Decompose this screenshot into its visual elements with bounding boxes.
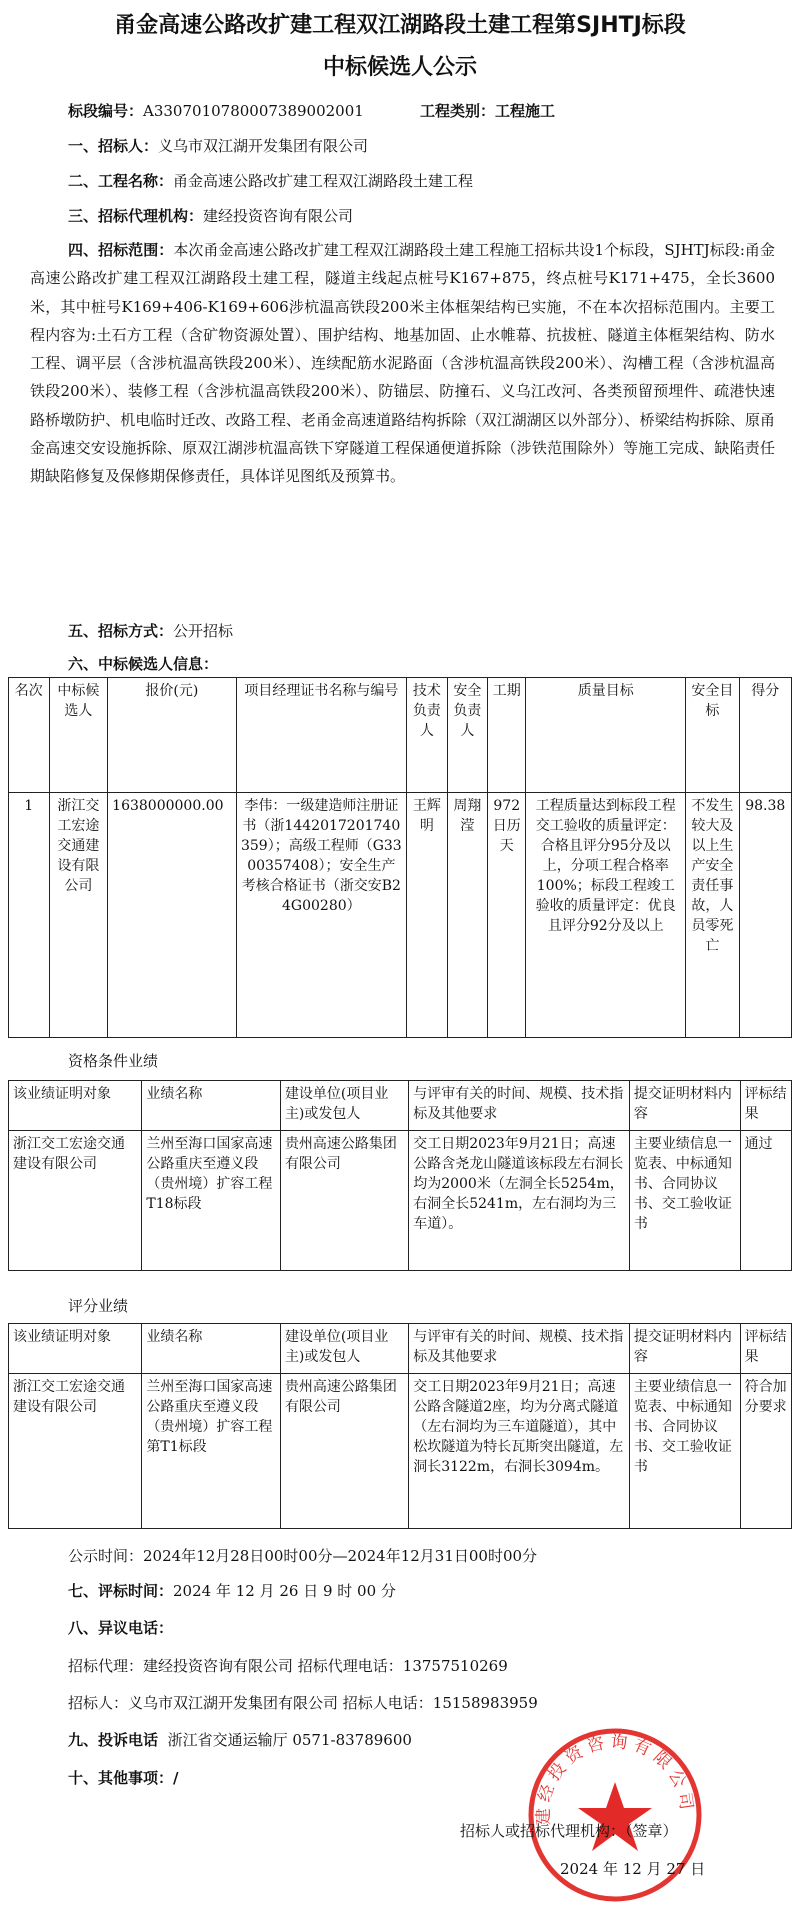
qual-docs: 主要业绩信息一览表、中标通知书、合同协议书、交工验收证书 (629, 1131, 740, 1271)
score-object: 浙江交工宏途交通建设有限公司 (9, 1374, 142, 1529)
candidate-pm: 李伟：一级建造师注册证书（浙1442017201740359）；高级工程师（G3300357408）；安全生产考核合格证书（浙交安B24G00280） (236, 793, 407, 1038)
section-1-label: 一、招标人： (68, 137, 159, 155)
table-header: 业绩名称 (142, 1081, 281, 1131)
section-3-value: 建经投资咨询有限公司 (203, 207, 354, 225)
qualification-table (8, 1080, 792, 1271)
candidate-header-row (9, 678, 792, 793)
section-4-value: 本次甬金高速公路改扩建工程双江湖路段土建工程施工招标共设1个标段，SJHTJ标段:甬金高速公路改扩建工程双江湖路段土建工程，隧道主线起点桩号K167+875，终点桩号K171+475，全长3600米，其中桩号K169+406-K169+606涉杭温高铁段200米主体框架结构已实施，不在本次招标范围内。主要工程内容为:土石方工程（含矿物资源处置）、围护结构、地基加固、止水帷幕、抗拔桩、隧道主体框架结构、防水工程、调平层（含涉杭温高铁段200米）、连续配筋水泥路面（含涉杭温高铁段200米）、沟槽工程（含涉杭温高铁段200米）、装修工程（含涉杭温高铁段200米）、防锚层、防撞石、义乌江改河、各类预留预埋件、疏港快速路桥墩防护、机电临时迁改、改路工程、老甬金高速道路结构拆除（双江湖湖区以外部分）、桥梁结构拆除、原甬金高速交安设施拆除、原双江湖涉杭温高铁下穿隧道工程保通便道拆除（涉铁范围除外）等施工完成、缺陷责任期缺陷修复及保修期保修责任，具体详见图纸及预算书。 (30, 241, 775, 486)
qualification-title: 资格条件业绩 (68, 1052, 159, 1070)
table-header: 与评审有关的时间、规模、技术指标及其他要求 (409, 1081, 630, 1131)
score-result: 符合加分要求 (740, 1374, 791, 1529)
page-subtitle: 中标候选人公示 (322, 55, 477, 80)
section-8-label: 八、异议电话： (68, 1619, 174, 1637)
table-header: 技术负责人 (407, 678, 448, 793)
table-header: 评标结果 (740, 1324, 791, 1374)
candidate-table (8, 677, 792, 1038)
bid-number-label: 标段编号： (68, 102, 144, 120)
seal-text: 建经投资咨询有限公司 (533, 1731, 697, 1826)
section-9-value: 浙江省交通运输厅 0571-83789600 (167, 1731, 412, 1749)
section-9 (68, 1729, 412, 1750)
score-requirement: 交工日期2023年9月21日；高速公路含隧道2座，均为分离式隧道（左右洞均为三车道隧道），其中松坎隧道为特长瓦斯突出隧道，左洞长3122m，右洞长3094m。 (409, 1374, 630, 1529)
table-header: 名次 (9, 678, 50, 793)
bid-number-row (68, 100, 364, 121)
section-1 (68, 135, 368, 156)
table-header: 建设单位(项目业主)或发包人 (280, 1324, 408, 1374)
table-header: 业绩名称 (142, 1324, 281, 1374)
category-label: 工程类别： (420, 102, 496, 120)
section-7-label: 七、评标时间： (68, 1582, 174, 1600)
candidate-safety-lead: 周翔滢 (447, 793, 488, 1038)
candidate-period: 972日历天 (488, 793, 526, 1038)
section-10-label: 十、其他事项：/ (68, 1769, 179, 1787)
bid-number-value: A3307010780007389002001 (143, 102, 364, 120)
table-header: 得分 (739, 678, 791, 793)
table-header: 该业绩证明对象 (9, 1081, 142, 1131)
qual-owner: 贵州高速公路集团有限公司 (280, 1131, 408, 1271)
candidate-score: 98.38 (739, 793, 791, 1038)
company-seal-icon (520, 1720, 710, 1910)
table-row (9, 1131, 792, 1271)
table-header: 安全负责人 (447, 678, 488, 793)
section-3-label: 三、招标代理机构： (68, 207, 204, 225)
table-header: 中标候选人 (49, 678, 108, 793)
section-4-label: 四、招标范围： (68, 241, 174, 259)
score-header-row (9, 1324, 792, 1374)
table-header: 工期 (488, 678, 526, 793)
section-5-value: 公开招标 (173, 622, 234, 640)
agent-contact: 招标代理：建经投资咨询有限公司 招标代理电话：13757510269 (68, 1657, 508, 1675)
section-2-label: 二、工程名称： (68, 172, 174, 190)
candidate-price: 1638000000.00 (108, 793, 236, 1038)
section-5-label: 五、招标方式： (68, 622, 174, 640)
section-2 (68, 170, 473, 191)
table-header: 安全目标 (686, 678, 739, 793)
table-header: 提交证明材料内容 (629, 1324, 740, 1374)
tenderee-contact: 招标人：义乌市双江湖开发集团有限公司 招标人电话：15158983959 (68, 1694, 538, 1712)
category-value: 工程施工 (495, 102, 556, 120)
section-1-value: 义乌市双江湖开发集团有限公司 (158, 137, 369, 155)
candidate-safety-goal: 不发生较大及以上生产安全责任事故，人员零死亡 (686, 793, 739, 1038)
sign-line: 招标人或招标代理机构：（签章） (460, 1822, 678, 1840)
section-10 (68, 1767, 178, 1788)
table-header: 报价(元) (108, 678, 236, 793)
table-header: 该业绩证明对象 (9, 1324, 142, 1374)
score-name: 兰州至海口国家高速公路重庆至遵义段（贵州境）扩容工程第T1标段 (142, 1374, 281, 1529)
section-3 (68, 205, 353, 226)
table-header: 质量目标 (526, 678, 686, 793)
qual-name: 兰州至海口国家高速公路重庆至遵义段（贵州境）扩容工程T18标段 (142, 1131, 281, 1271)
section-7-value: 2024 年 12 月 26 日 9 时 00 分 (173, 1582, 396, 1600)
page-title: 甬金高速公路改扩建工程双江湖路段土建工程第SJHTJ标段 (114, 13, 686, 38)
table-header: 评标结果 (740, 1081, 791, 1131)
candidate-rank: 1 (9, 793, 50, 1038)
section-2-value: 甬金高速公路改扩建工程双江湖路段土建工程 (173, 172, 474, 190)
qual-object: 浙江交工宏途交通建设有限公司 (9, 1131, 142, 1271)
qual-requirement: 交工日期2023年9月21日；高速公路含尧龙山隧道该标段左右洞长均为2000米（左洞全长5254m，右洞全长5241m，左右洞均为三车道）。 (409, 1131, 630, 1271)
candidate-tech-lead: 王辉明 (407, 793, 448, 1038)
table-header: 建设单位(项目业主)或发包人 (280, 1081, 408, 1131)
score-owner: 贵州高速公路集团有限公司 (280, 1374, 408, 1529)
notice-time: 公示时间：2024年12月28日00时00分—2024年12月31日00时00分 (68, 1547, 538, 1565)
section-6-label: 六、中标候选人信息： (68, 655, 219, 673)
qualification-header-row (9, 1081, 792, 1131)
section-7 (68, 1580, 396, 1601)
table-header: 提交证明材料内容 (629, 1081, 740, 1131)
section-4 (30, 236, 775, 491)
candidate-name: 浙江交工宏途交通建设有限公司 (49, 793, 108, 1038)
score-docs: 主要业绩信息一览表、中标通知书、合同协议书、交工验收证书 (629, 1374, 740, 1529)
table-header: 项目经理证书名称与编号 (236, 678, 407, 793)
score-table (8, 1323, 792, 1529)
section-8 (68, 1617, 173, 1638)
score-title: 评分业绩 (68, 1297, 129, 1315)
table-row (9, 1374, 792, 1529)
table-header: 与评审有关的时间、规模、技术指标及其他要求 (409, 1324, 630, 1374)
section-5 (68, 620, 233, 641)
date-line: 2024 年 12 月 27 日 (560, 1860, 706, 1878)
qual-result: 通过 (740, 1131, 791, 1271)
category-row (420, 100, 555, 121)
section-9-label: 九、投诉电话 (68, 1731, 159, 1749)
table-row (9, 793, 792, 1038)
section-6 (68, 653, 218, 674)
candidate-quality: 工程质量达到标段工程交工验收的质量评定：合格且评分95分及以上，分项工程合格率100%；标段工程竣工验收的质量评定：优良且评分92分及以上 (526, 793, 686, 1038)
